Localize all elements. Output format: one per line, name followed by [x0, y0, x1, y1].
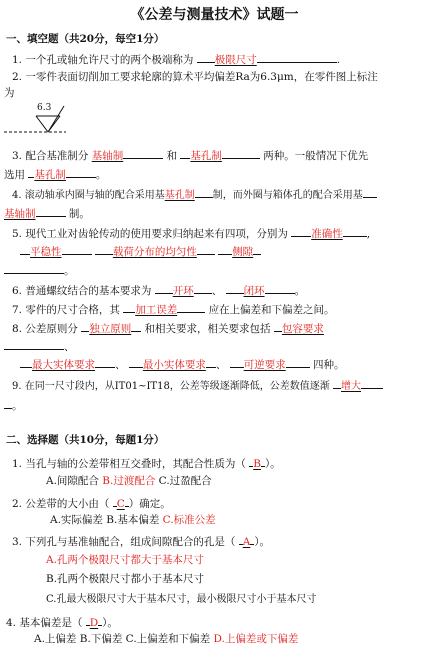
s1-q5-num: 5. — [12, 228, 23, 240]
s2-q4-num: 4. — [6, 617, 17, 629]
s1-q8-answer1: 独立原则 — [89, 323, 132, 335]
s1-q3-answer1: 基轴制 — [91, 150, 124, 162]
s1-q7-num: 7. — [12, 304, 23, 316]
blank — [226, 282, 244, 294]
s1-q4-line1 — [12, 186, 377, 203]
s1-q2-text-b: 为 — [4, 87, 15, 99]
s2-q3-option-c: C.孔最大极限尺寸大于基本尺寸，最小极限尺寸小于基本尺寸 — [46, 594, 317, 605]
s1-q2-num: 2. — [12, 71, 23, 83]
s1-q9-num: 9. — [12, 381, 22, 392]
s1-q9-answer1: 增大 — [341, 381, 361, 392]
s1-q8-answer5: 可逆要求 — [243, 359, 286, 371]
s1-q8-line1 — [12, 320, 324, 336]
blank — [131, 320, 141, 332]
s1-q6-answer2: 闭环 — [243, 285, 265, 297]
s2-q1-option-c: C.过盈配合 — [158, 475, 212, 487]
blank — [363, 186, 377, 198]
s2-q4-option-a: A.上偏差 — [34, 633, 77, 645]
roughness-value: 6.3 — [37, 103, 52, 113]
s1-q4-answer2: 基轴制 — [4, 208, 36, 220]
blank — [197, 243, 215, 255]
s2-q1 — [12, 455, 281, 471]
blank — [253, 243, 261, 255]
s2-q2-option-c: C.标准公差 — [162, 514, 216, 526]
s1-q6-t2: 、 — [211, 285, 223, 297]
s2-q1-text: 当孔与轴的公差带相互交叠时，其配合性质为（ — [25, 458, 246, 470]
s1-q4-t3: 制。 — [68, 208, 90, 220]
blank — [4, 397, 12, 409]
blank — [257, 51, 337, 63]
blank — [222, 147, 260, 159]
s2-q1-option-a: A.间隙配合 — [46, 475, 99, 487]
s1-q6-num: 6. — [12, 285, 23, 297]
s1-q8-t1: 公差原则分 — [25, 323, 78, 335]
page-title: 《公差与测量技术》试题一 — [130, 7, 299, 23]
blank — [20, 356, 32, 368]
s2-q2-answer: C — [116, 498, 125, 510]
section2-heading: 二、选择题（共10分，每题1分） — [6, 434, 165, 446]
s2-q4-options — [34, 632, 298, 646]
s2-q3-num: 3. — [12, 536, 23, 548]
s1-q8-line2 — [4, 338, 75, 354]
s2-q2-text: 公差带的大小由（ — [25, 498, 110, 510]
blank — [123, 301, 135, 313]
s2-q3-close: ）。 — [254, 536, 271, 548]
s2-q4-option-b: B.下偏差 — [79, 633, 123, 645]
s1-q8-answer3: 最大实体要求 — [32, 359, 95, 371]
s1-q3-t2: 和 — [166, 150, 178, 162]
s1-q8-line3: 最大实体要求 、 最小实体要求 、 可逆要求 四种。 — [20, 356, 345, 372]
s2-q4-close: ）。 — [102, 617, 118, 629]
blank — [361, 377, 383, 389]
s1-q3-answer3: 基孔制 — [34, 169, 66, 181]
blank — [286, 356, 310, 368]
s2-q3-answer: A — [242, 536, 251, 548]
blank — [265, 282, 295, 294]
s1-q2-line1 — [12, 70, 378, 84]
s1-q5-answer1: 准确性 — [311, 228, 343, 240]
blank — [20, 243, 30, 255]
blank — [218, 243, 232, 255]
s2-q2 — [12, 495, 171, 511]
s1-q3-num: 3. — [12, 150, 23, 162]
s1-q6 — [12, 282, 305, 298]
s1-q5-line1: 5. 现代工业对齿轮传动的使用要求归纳起来有四项，分别为 准确性 , — [12, 225, 370, 241]
s2-q2-close: ）确定。 — [128, 498, 171, 510]
s1-q4-answer1: 基孔制 — [164, 190, 195, 201]
s1-q5-answer3: 载荷分布的均匀性 — [112, 246, 197, 258]
s2-q1-options — [46, 474, 212, 488]
s1-q7-answer1: 加工误差 — [135, 304, 178, 316]
s2-q3-text: 下列孔与基准轴配合，组成间隙配合的孔是（ — [25, 536, 236, 548]
s1-q5-answer4: 侧隙 — [232, 246, 254, 258]
s2-q2-option-b: B.基本偏差 — [106, 514, 160, 526]
s1-q2-text-a: 一零件表面切削加工要求轮廓的算术平均偏差Ra为6.3μm，在零件图上标注 — [25, 71, 378, 83]
blank — [95, 243, 113, 255]
blank — [4, 262, 64, 274]
blank — [177, 301, 205, 313]
s1-q7-t2: 应在上偏差和下偏差之间。 — [208, 304, 335, 316]
s1-q4-line2 — [4, 205, 90, 221]
s1-q7 — [12, 301, 335, 317]
blank — [66, 166, 96, 178]
s1-q9-line1 — [12, 377, 383, 394]
blank — [333, 377, 341, 389]
blank — [230, 356, 244, 368]
s2-q1-answer: B — [253, 458, 261, 470]
s1-q3-t5: 。 — [95, 169, 107, 181]
s1-q9-t1: 在同一尺寸段内，从IT01~IT18，公差等级逐渐降低，公差数值逐渐 — [24, 381, 330, 392]
s1-q4-num: 4. — [12, 190, 22, 201]
s1-q3-answer2: 基孔制 — [190, 150, 222, 162]
s1-q9-line2 — [4, 397, 23, 413]
blank — [206, 356, 216, 368]
s2-q1-close: ）。 — [264, 458, 281, 470]
s1-q4-t2: 制，而外圈与箱体孔的配合采用基 — [212, 190, 363, 201]
s2-q1-option-b: B.过渡配合 — [102, 475, 156, 487]
s2-q1-num: 1. — [12, 458, 23, 470]
blank — [36, 205, 66, 217]
s1-q1-num: 1. — [12, 54, 23, 66]
s1-q6-answer1: 开环 — [172, 285, 194, 297]
blank — [123, 147, 163, 159]
s1-q7-t1: 零件的尺寸合格，其 — [25, 304, 120, 316]
s1-q3-t4: 选用 — [4, 169, 25, 181]
blank — [129, 356, 143, 368]
s2-q2-num: 2. — [12, 498, 23, 510]
s2-q2-option-a: A.实际偏差 — [50, 514, 103, 526]
s1-q8-answer2: 包容要求 — [281, 323, 324, 335]
s2-q4-answer: D — [89, 617, 99, 629]
blank — [291, 225, 311, 237]
s2-q4-text: 基本偏差是（ — [19, 617, 83, 629]
s1-q5-line3 — [4, 262, 75, 278]
blank — [343, 225, 367, 237]
s1-q5-t2: 。 — [64, 265, 75, 277]
s1-q9-t2: 。 — [12, 400, 23, 412]
blank — [95, 356, 115, 368]
s2-q4 — [6, 614, 118, 630]
section1-heading: 一、填空题（共20分，每空1分） — [6, 33, 165, 45]
s1-q1: 1. 一个孔或轴允许尺寸的两个极端称为 极限尺寸 . — [12, 51, 340, 67]
s1-q3-line1 — [12, 147, 368, 163]
blank — [194, 282, 212, 294]
s1-q8-t2: 和相关要求，相关要求包括 — [144, 323, 271, 335]
blank — [180, 147, 190, 159]
s2-q4-option-c: C.上偏差和下偏差 — [125, 633, 211, 645]
s2-q2-options — [50, 513, 216, 527]
s1-q5-line2 — [20, 243, 261, 259]
s2-q4-option-d: D.上偏差或下偏差 — [213, 633, 299, 645]
s1-q4-t1: 滚动轴承内圈与轴的配合采用基 — [24, 190, 165, 201]
s1-q3-t1: 配合基准制分 — [25, 150, 89, 162]
s1-q1-text: 一个孔或轴允许尺寸的两个极端称为 — [25, 54, 194, 66]
blank — [195, 186, 213, 198]
blank — [197, 51, 215, 63]
s2-q3 — [12, 533, 270, 549]
s1-q6-t3: 。 — [294, 285, 306, 297]
s1-q8-t3: 、 — [64, 341, 75, 353]
blank — [62, 243, 92, 255]
s1-q3-line2 — [4, 166, 106, 182]
s1-q5-answer2: 平稳性 — [30, 246, 62, 258]
s2-q3-option-a: A.孔两个极限尺寸都大于基本尺寸 — [46, 554, 204, 566]
s1-q8-t4: 四种。 — [313, 359, 345, 371]
s1-q8-num: 8. — [12, 323, 23, 335]
s1-q8-answer4: 最小实体要求 — [142, 359, 206, 371]
s1-q1-answer: 极限尺寸 — [214, 54, 257, 66]
s1-q5-t1: 现代工业对齿轮传动的使用要求归纳起来有四项，分别为 — [25, 228, 288, 240]
blank — [274, 320, 282, 332]
s1-q6-t1: 普通螺纹结合的基本要求为 — [25, 285, 152, 297]
blank — [155, 282, 173, 294]
blank — [4, 338, 64, 350]
s1-q3-t3: 两种。一般情况下优先 — [263, 150, 369, 162]
s2-q3-option-b: B.孔两个极限尺寸都小于基本尺寸 — [46, 573, 205, 585]
